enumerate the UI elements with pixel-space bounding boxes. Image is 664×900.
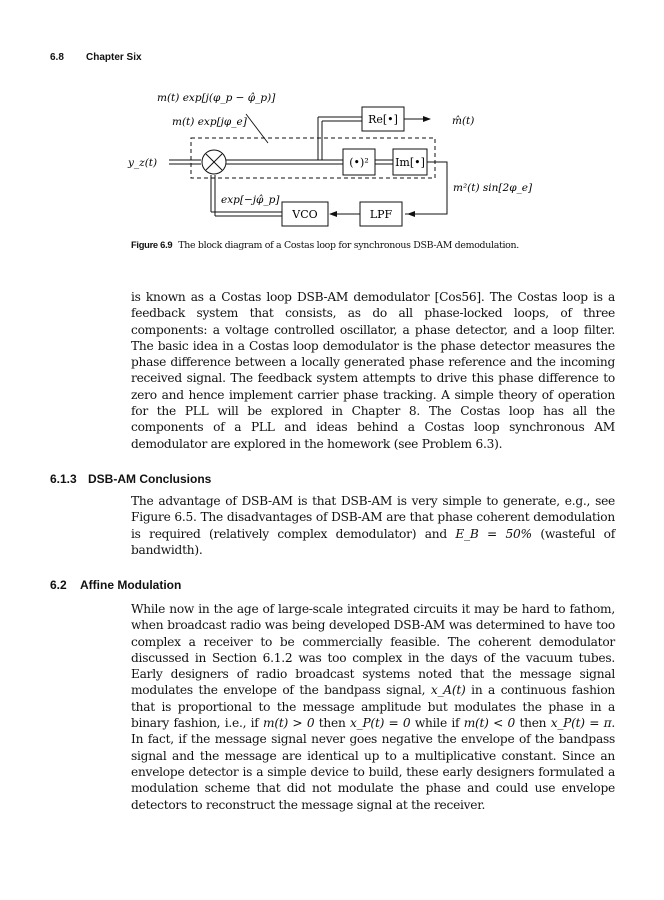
vco-output-label: exp[−jφ̂_p] <box>221 194 280 206</box>
phase-pi: x_P(t) = π <box>550 716 612 731</box>
input-line <box>169 160 201 164</box>
phase-error-label: m²(t) sin[2φ_e] <box>453 182 533 194</box>
input-signal-label: y_z(t) <box>128 157 158 169</box>
condition-negative: m(t) < 0 <box>463 716 516 731</box>
section-number-6-1-3: 6.1.3 <box>50 472 77 486</box>
section-number-6-2: 6.2 <box>50 578 67 592</box>
paragraph-conclusions: The advantage of DSB-AM is that DSB-AM is very simple to generate, e.g., see Figure 6.5. The disadvantages of DSB-AM are that phase coherent demodulation is required (relatively complex demodulator) and E_B = 50% (wasteful of bandwidth). <box>131 494 616 557</box>
lpf-block-label: LPF <box>369 208 393 221</box>
output-signal-label: m̂(t) <box>452 115 475 127</box>
multiplier-icon <box>202 150 226 174</box>
chapter-title: Chapter Six <box>86 52 142 63</box>
paragraph-affine: While now in the age of large-scale integrated circuits it may be hard to fathom, when broadcast radio was being developed DSB-AM was determined to have too complex a receiver to be commercially feasible. The coherent demodulator discussed in Section 6.1.2 was too complex in the days of the vacuum tubes. Early designers of radio broadcast systems noted that the message signal modulates the envelope of the bandpass signal, x_A(t) in a continuous fashion that is proportional to the message amplitude but modulates the phase in a binary fashion, i.e., if m(t) > 0 then x_P(t) = 0 while if m(t) < 0 then x_P(t) = π. In fact, if the message signal never goes negative the envelope of the bandpass signal and the message are identical up to a multiplicative constant. Since an envelope detector is a simple device to build, these early designers formulated a modulation scheme that did not modulate the phase and could use envelope detectors to reconstruct the message signal at the receiver. <box>131 602 616 812</box>
figure-caption-text: The block diagram of a Costas loop for synchronous DSB-AM demodulation. <box>178 240 519 251</box>
figure-caption <box>131 239 561 251</box>
im-block-label: Im[•] <box>395 156 425 169</box>
phase-zero: x_P(t) = 0 <box>350 716 411 731</box>
figure-label: Figure 6.9 <box>131 239 173 250</box>
page-number: 6.8 <box>50 52 64 63</box>
mixer-out-label: m(t) exp[j(φ_p − φ̂_p)] <box>157 92 276 104</box>
condition-positive: m(t) > 0 <box>263 716 315 731</box>
section-title-6-2: Affine Modulation <box>80 578 182 592</box>
paragraph-costas: is known as a Costas loop DSB-AM demodulator [Cos56]. The Costas loop is a feedback system that consists, as do all phase-locked loops, of three components: a voltage controlled oscillator, a phase detector, and a loop filter. The basic idea in a Costas loop demodulator is the phase detector measures the phase difference between a locally generated phase reference and the incoming received signal. The feedback system attempts to drive this phase difference to zero and hence implement carrier phase tracking. A simple theory of operation for the PLL will be explored in Chapter 8. The Costas loop has all the components of a PLL and ideas behind a Costas loop synchronous AM demodulator are explored in the homework (see Problem 6.3). <box>131 290 615 451</box>
square-block-label: (•)² <box>349 156 369 169</box>
efficiency-expression: E_B = 50% <box>455 526 532 541</box>
re-block-label: Re[•] <box>368 113 398 126</box>
costas-loop-diagram <box>0 80 664 235</box>
vco-block-label: VCO <box>292 208 318 221</box>
mixer-out-short-label: m(t) exp[jφ_e] <box>172 116 247 128</box>
section-title-6-1-3: DSB-AM Conclusions <box>88 472 212 486</box>
envelope-symbol: x_A(t) <box>430 683 466 698</box>
